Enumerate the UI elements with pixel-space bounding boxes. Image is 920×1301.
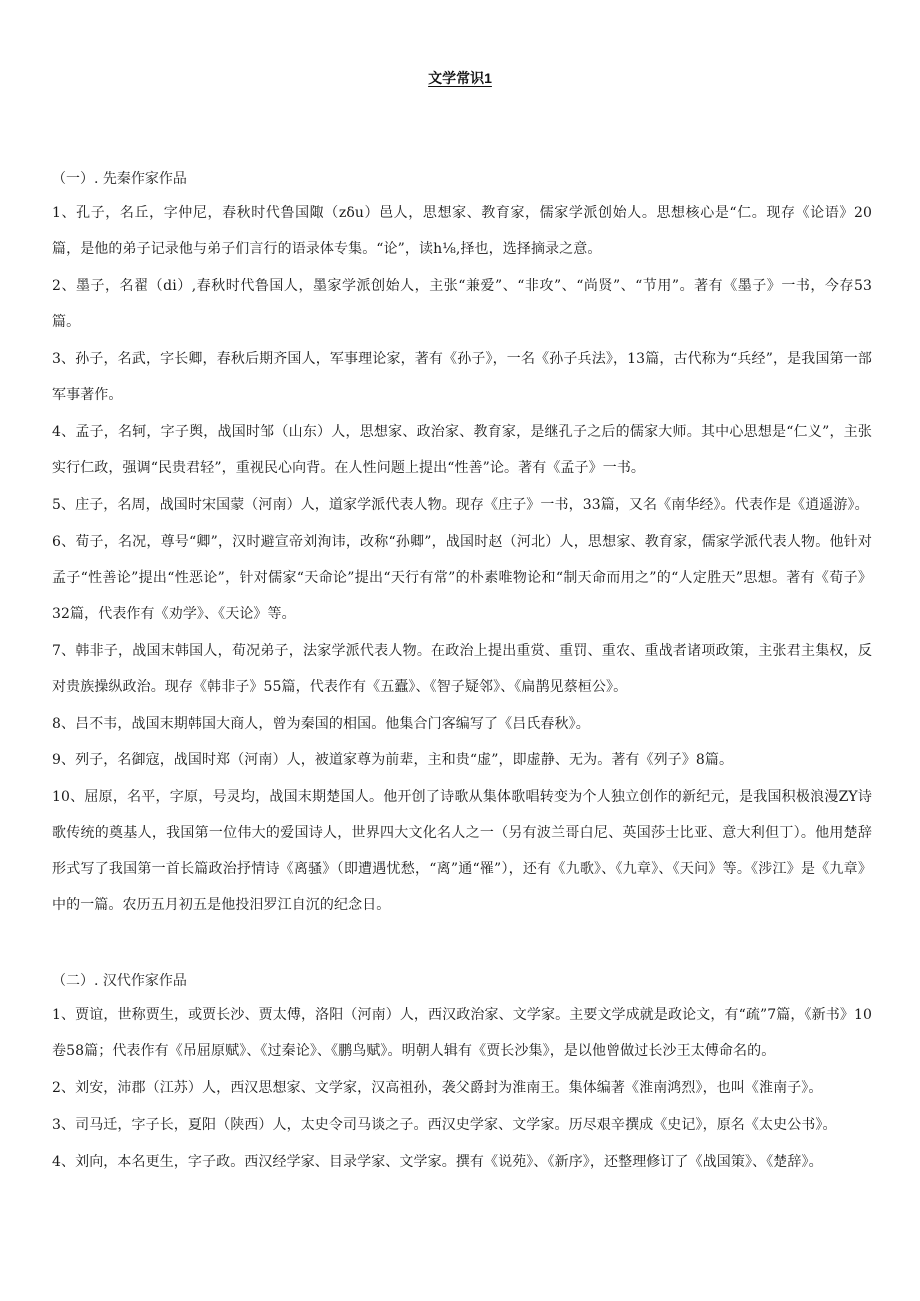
paragraph-confucius: 1、孔子，名丘，字仲尼，春秋时代鲁国陬（zδu）邑人，思想家、教育家，儒家学派创始人。思想核心是“仁。现存《论语》20篇，是他的弟子记录他与弟子们言行的语录体专集。“论”，读h⅛,择也，选择摘录之意。: [52, 205, 872, 257]
paragraph-mencius: 4、孟子，名轲，字子舆，战国时邹（山东）人，思想家、政治家、教育家，是继孔子之后的儒家大师。其中心思想是“仁义”，主张实行仁政，强调“民贵君轻”，重视民心向背。在人性问题上提出“性善”论。著有《孟子》一书。: [52, 424, 872, 476]
paragraph-liezi: 9、列子，名御寇，战国时郑（河南）人，被道家尊为前辈，主和贵“虚”，即虚静、无为。著有《列子》8篇。: [52, 752, 734, 768]
paragraph-lv-buwei: 8、吕不韦，战国末期韩国大商人，曾为秦国的相国。他集合门客编写了《吕氏春秋》。: [52, 716, 590, 732]
section-heading-pre-qin: （一）. 先秦作家作品: [52, 171, 187, 187]
paragraph-liu-an: 2、刘安，沛郡（江苏）人，西汉思想家、文学家，汉高祖孙，袭父爵封为淮南王。集体编著《淮南鸿烈》，也叫《淮南子》。: [52, 1080, 823, 1096]
paragraph-qu-yuan: 10、屈原，名平，字原，号灵均，战国末期楚国人。他开创了诗歌从集体歌唱转变为个人独立创作的新纪元，是我国积极浪漫ZY诗歌传统的奠基人，我国第一位伟大的爱国诗人，世界四大文化名人之一（另有波兰哥白尼、英国莎士比亚、意大利但丁）。他用楚辞形式写了我国第一首长篇政治抒情诗《离骚》（即遭遇忧愁，“离”通“罹”），还有《九歌》、《九章》、《天问》等。《涉江》是《九章》中的一篇。农历五月初五是他投汨罗江自沉的纪念日。: [52, 789, 872, 913]
paragraph-hanfeizi: 7、韩非子，战国末韩国人，荀况弟子，法家学派代表人物。在政治上提出重赏、重罚、重农、重战者诸项政策，主张君主集权，反对贵族操纵政治。现存《韩非子》55篇，代表作有《五蠹》、《智子疑邻》、《扁鹊见蔡桓公》。: [52, 643, 872, 695]
section-heading-han: （二）. 汉代作家作品: [52, 973, 187, 989]
paragraph-sima-qian: 3、司马迁，字子长，夏阳（陕西）人，太史令司马谈之子。西汉史学家、文学家。历尽艰辛撰成《史记》，原名《太史公书》。: [52, 1117, 837, 1133]
paragraph-mozi: 2、墨子，名翟（di）,春秋时代鲁国人，墨家学派创始人，主张“兼爱”、“非攻”、“尚贤”、“节用”。著有《墨子》一书，今存53篇。: [52, 278, 872, 330]
paragraph-liu-xiang: 4、刘向，本名更生，字子政。西汉经学家、目录学家、文学家。撰有《说苑》、《新序》，还整理修订了《战国策》、《楚辞》。: [52, 1154, 823, 1170]
paragraph-zhuangzi: 5、庄子，名周，战国时宋国蒙（河南）人，道家学派代表人物。现存《庄子》一书，33篇，又名《南华经》。代表作是《逍遥游》。: [52, 497, 869, 513]
paragraph-sunzi: 3、孙子，名武，字长卿，春秋后期齐国人，军事理论家，著有《孙子》，一名《孙子兵法》，13篇，古代称为“兵经”，是我国第一部军事著作。: [52, 351, 872, 403]
document-title: 文学常识1: [428, 70, 492, 86]
paragraph-xunzi: 6、荀子，名况，尊号“卿”，汉时避宣帝刘洵讳，改称“孙卿”，战国时赵（河北）人，思想家、教育家，儒家学派代表人物。他针对孟子“性善论”提出“性恶论”，针对儒家“天命论”提出“天行有常”的朴素唯物论和“制天命而用之”的“人定胜天”思想。著有《荀子》32篇，代表作有《劝学》、《天论》等。: [52, 534, 872, 622]
paragraph-jia-yi: 1、贾谊，世称贾生，或贾长沙、贾太傅，洛阳（河南）人，西汉政治家、文学家。主要文学成就是政论文，有“疏”7篇，《新书》10卷58篇；代表作有《吊屈原赋》、《过秦论》、《鹏鸟赋》。明朝人辑有《贾长沙集》，是以他曾做过长沙王太傅命名的。: [52, 1007, 872, 1059]
